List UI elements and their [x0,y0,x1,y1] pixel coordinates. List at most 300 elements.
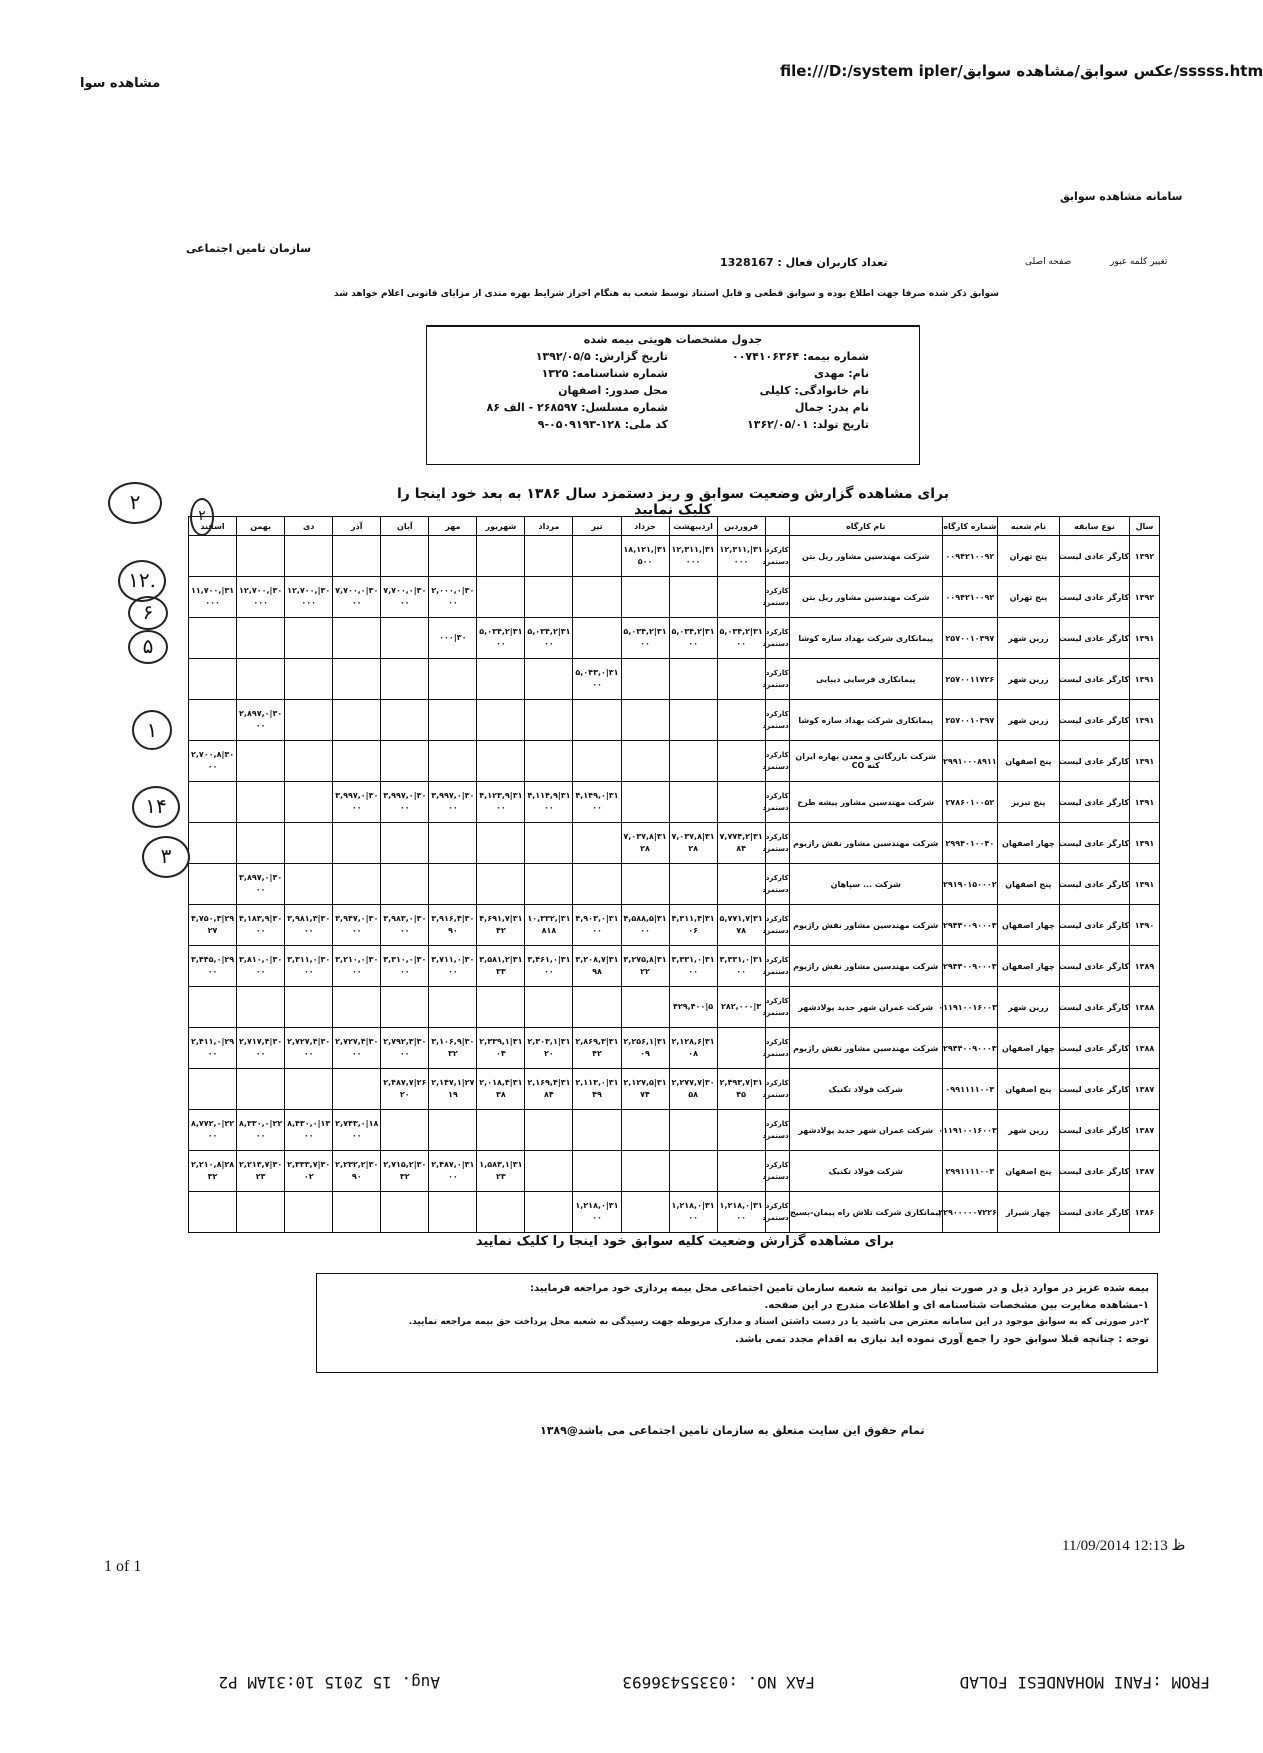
row-labels-cell [762,946,789,987]
branch-cell: زرین شهر [997,987,1059,1028]
month-cell: ۳۱|۱,۲۱۸,۰۰۰ [669,1192,717,1233]
copyright: تمام حقوق این سایت متعلق به سازمان تامین اجتماعی می باشد@۱۳۸۹ [540,1424,925,1437]
month-cell [429,1192,477,1233]
month-cell [621,577,669,618]
month-cell: ۳۱|۷,۰۳۷,۸۲۸ [621,823,669,864]
wage-label: دستمزد [762,1050,789,1058]
month-cell [621,1110,669,1151]
national-code: کد ملی: ۱۲۸-۰۵۰۹۱۹۳-۹ [537,418,668,431]
month-cell [717,1028,765,1069]
row-labels-cell [762,823,789,864]
month-cell: ۳۰|۲,۷۱۷,۴۰۰ [237,1028,285,1069]
column-header: خرداد [621,517,669,536]
branch-cell: زرین شهر [997,700,1059,741]
report-date: تاریخ گزارش: ۱۳۹۲/۰۵/۵ [535,350,668,363]
month-cell [477,741,525,782]
page-url: file:///D:/system ipler/عکس سوابق/مشاهده سوابق/sssss.htm [780,62,1263,80]
column-header: نام کارگاه [789,517,942,536]
days-label: کارکرد [765,587,789,595]
workshop-name-cell: پیمانکاری شرکت بهداد سازه کوشا [789,618,942,659]
month-cell [381,864,429,905]
workshop-number-cell: ۲۹۹۱۰۰۰۸۹۱۱ [942,741,997,782]
year-cell: ۱۳۹۱ [1129,741,1159,782]
year-cell: ۱۳۸۸ [1129,1028,1159,1069]
record-type-cell: کارگر عادی لیست [1059,987,1129,1028]
row-labels-cell [762,536,789,577]
column-header: نام شعبه [997,517,1059,536]
month-cell: ۳۰|۳,۹۸۱,۳۰۰ [285,905,333,946]
month-cell [573,823,621,864]
month-cell: ۳۱|۴,۶۹۱,۷۴۲ [477,905,525,946]
table-row [189,659,1160,700]
month-cell [237,1192,285,1233]
month-cell [525,864,573,905]
table-row [189,700,1160,741]
month-cell [621,659,669,700]
month-cell [477,577,525,618]
table-row [189,1110,1160,1151]
workshop-name-cell: شرکت ... سپاهان [789,864,942,905]
month-cell [669,741,717,782]
month-cell [429,659,477,700]
month-cell [525,1110,573,1151]
month-cell [573,987,621,1028]
note-2: ۲-در صورتی که به سوابق موجود در این سامانه معترض می باشید یا در دست داشتن اسناد و مدارک مربوطه جهت رسیدگی به شعبه محل پرداخت حق بیمه مراجعه نمایید. [408,1317,1149,1327]
year-cell: ۱۳۸۹ [1129,946,1159,987]
month-cell [285,823,333,864]
record-type-cell: کارگر عادی لیست [1059,577,1129,618]
table-row [189,864,1160,905]
table-row [189,905,1160,946]
month-cell [237,987,285,1028]
wage-label: دستمزد [762,1091,789,1099]
branch-cell: پنج تهران [997,536,1059,577]
handwritten-mark: ۶ [128,596,168,630]
workshop-number-cell: ۰۹۹۱۱۱۱۰۰۳ [942,1069,997,1110]
month-cell [429,823,477,864]
serial-number: شماره مسلسل: ۲۶۸۵۹۷ - الف ۸۶ [486,401,668,414]
column-header: مرداد [525,517,573,536]
handwritten-mark: ۱ [132,710,172,750]
month-cell [381,536,429,577]
month-cell [621,987,669,1028]
table-header [189,517,1160,536]
year-cell: ۱۳۹۱ [1129,700,1159,741]
month-cell [381,741,429,782]
handwritten-mark: ۲ [108,482,162,524]
month-cell [621,782,669,823]
month-cell [525,577,573,618]
wage-label: دستمزد [762,804,789,812]
month-cell [525,987,573,1028]
year-cell: ۱۳۸۷ [1129,1069,1159,1110]
workshop-name-cell: شرکت مهندسین مشاور ریل بتن [789,536,942,577]
month-cell [333,987,381,1028]
column-header: سال [1129,517,1159,536]
record-type-cell: کارگر عادی لیست [1059,618,1129,659]
handwritten-mark: ۱۴ [132,786,180,828]
month-cell [333,1192,381,1233]
month-cell: ۳۰|۳,۸۱۰,۰۰۰ [237,946,285,987]
year-cell: ۱۳۹۱ [1129,782,1159,823]
month-cell [381,987,429,1028]
month-cell: ۳۱|۴,۱۴۹,۰۰۰ [573,782,621,823]
days-label: کارکرد [765,956,789,964]
row-labels-cell [762,577,789,618]
column-header: شهریور [477,517,525,536]
workshop-number-cell: ۲۵۷۰۰۱۰۳۹۷ [942,618,997,659]
wage-label: دستمزد [762,558,789,566]
workshop-name-cell: شرکت بازرگانی و معدن بهاره ایران کنه CO [789,741,942,782]
month-cell [285,864,333,905]
wage-label: دستمزد [762,763,789,771]
column-header: بهمن [237,517,285,536]
branch-cell: پنج اصفهان [997,864,1059,905]
fax-date: Aug. 15 2015 10:31AM P2 [218,1673,440,1692]
month-cell [333,823,381,864]
table-row [189,618,1160,659]
month-cell [381,823,429,864]
month-cell [477,987,525,1028]
workshop-number-cell: ۲۷۸۶۰۱۰۰۵۲ [942,782,997,823]
month-cell: ۱۳|۸,۴۳۰,۰۰۰ [285,1110,333,1151]
month-cell [237,536,285,577]
month-cell: ۳۰|۲,۲۳۲,۲۹۰ [333,1151,381,1192]
month-cell [621,1192,669,1233]
month-cell [429,987,477,1028]
month-cell [621,864,669,905]
month-cell: ۳۱|۲,۳۳۹,۱۰۴ [477,1028,525,1069]
workshop-number-cell: ۲۹۴۴۰۰۹۰۰۰۳ [942,905,997,946]
record-type-cell: کارگر عادی لیست [1059,700,1129,741]
month-cell: ۳۱|۳,۳۳۱,۰۰۰ [717,946,765,987]
month-cell [333,864,381,905]
days-label: کارکرد [765,1161,789,1169]
row-labels-cell [762,1192,789,1233]
month-cell: ۳۱|۱,۵۸۳,۱۲۳ [477,1151,525,1192]
month-cell [237,659,285,700]
wage-label: دستمزد [762,968,789,976]
month-cell [573,577,621,618]
branch-cell: چهار شیراز [997,1192,1059,1233]
home-link[interactable]: صفحه اصلی [1025,257,1072,267]
month-cell: ۳۱|۱۸,۱۲۱,۵۰۰ [621,536,669,577]
month-cell: ۲۷|۲,۱۴۷,۱۱۹ [429,1069,477,1110]
branch-cell: پنج اصفهان [997,1069,1059,1110]
month-cell: ۲۲|۸,۳۳۰,۰۰۰ [237,1110,285,1151]
workshop-name-cell: شرکت فولاد تکنیک [789,1151,942,1192]
note-1: ۱-مشاهده مغایرت بین مشخصات شناسنامه ای و اطلاعات مندرج در این صفحه. [764,1300,1149,1311]
record-type-cell: کارگر عادی لیست [1059,741,1129,782]
month-cell [333,700,381,741]
row-labels-cell [762,618,789,659]
month-cell: ۳|۲۸۲,۰۰۰ [717,987,765,1028]
month-cell [285,700,333,741]
table-row [189,536,1160,577]
month-cell [717,864,765,905]
workshop-number-cell: ۰۱۱۹۱۰۰۱۶۰۰۳ [942,1110,997,1151]
year-cell: ۱۳۹۱ [1129,864,1159,905]
column-header: تیر [573,517,621,536]
branch-cell: زرین شهر [997,659,1059,700]
month-cell: ۳۰|۲,۰۰۰,۰۰۰ [429,577,477,618]
month-cell [333,1069,381,1110]
fax-from: FROM :FANI MOHANDESI FOLAD [959,1673,1210,1692]
year-cell: ۱۳۹۲ [1129,536,1159,577]
month-cell: ۳۰|۲,۷۲۷,۴۰۰ [333,1028,381,1069]
month-cell [237,1069,285,1110]
month-cell: ۳۱|۴,۳۱۱,۴۰۶ [669,905,717,946]
workshop-name-cell: شرکت عمران شهر جدید پولادشهر [789,987,942,1028]
month-cell [477,823,525,864]
month-cell: ۳۱|۴,۵۸۸,۵۰۰ [621,905,669,946]
note-attention: توجه : چنانچه قبلا سوابق خود را جمع آوری نموده اید نیازی به اقدام مجدد نمی باشد. [734,1334,1149,1345]
page-count: 1 of 1 [104,1558,142,1575]
table-row [189,1192,1160,1233]
month-cell: ۳۰|۳,۹۹۷,۰۰۰ [429,782,477,823]
month-cell: ۳۰|۲,۷۲۷,۴۰۰ [285,1028,333,1069]
change-password-link[interactable]: تغییر کلمه عبور [1110,257,1168,267]
column-header: آذر [333,517,381,536]
month-cell [285,741,333,782]
month-cell [717,1110,765,1151]
branch-cell: چهار اصفهان [997,1028,1059,1069]
month-cell: ۳۱|۵,۰۳۴,۲۰۰ [717,618,765,659]
workshop-number-cell: ۲۹۹۱۱۱۱۰۰۳ [942,1151,997,1192]
month-cell: ۳۱|۵,۷۷۱,۷۷۸ [717,905,765,946]
month-cell [381,700,429,741]
fax-footer [160,1668,1210,1692]
month-cell: ۳۱|۲,۰۱۸,۴۳۸ [477,1069,525,1110]
system-title: سامانه مشاهده سوابق [1060,190,1183,203]
notes-box [316,1273,1158,1373]
workshop-number-cell: ۲۹۴۴۰۰۹۰۰۰۳ [942,946,997,987]
wage-label: دستمزد [762,640,789,648]
first-name: نام: مهدی [813,367,869,380]
branch-cell: چهار اصفهان [997,823,1059,864]
column-header: آبان [381,517,429,536]
month-cell: ۳۰|۲,۲۷۷,۷۵۸ [669,1069,717,1110]
handwritten-mark: ۲ [190,498,214,536]
month-cell: ۳۱|۲,۱۱۳,۰۴۹ [573,1069,621,1110]
month-cell [333,536,381,577]
workshop-name-cell: پیمانکاری شرکت تلاش راه پیمان-بسیج [789,1192,942,1233]
month-cell [717,782,765,823]
month-cell: ۳۰|۳,۱۰۶,۹۳۲ [429,1028,477,1069]
month-cell [669,1110,717,1151]
month-cell: ۳۰|۴,۱۸۳,۹۰۰ [237,905,285,946]
month-cell [189,1192,237,1233]
month-cell: ۳۰|۳,۹۹۷,۰۰۰ [333,782,381,823]
month-cell [189,659,237,700]
row-labels-cell [762,1028,789,1069]
month-cell [621,741,669,782]
month-cell: ۳۱|۱۰,۳۳۲,۸۱۸ [525,905,573,946]
month-cell [189,782,237,823]
wage-label: دستمزد [762,681,789,689]
month-cell: ۳۱|۲,۸۶۹,۳۴۲ [573,1028,621,1069]
wage-label: دستمزد [762,599,789,607]
days-label: کارکرد [765,1079,789,1087]
table-row [189,1151,1160,1192]
workshop-number-cell: ۰۰۹۴۲۱۰۰۹۲ [942,577,997,618]
column-header: اردیبهشت [669,517,717,536]
month-cell [477,864,525,905]
month-cell: ۳۰|۳,۹۸۳,۰۰۰ [381,905,429,946]
month-cell: ۳۰|۲,۷۰۰,۸۰۰ [189,741,237,782]
month-cell: ۳۰|۳,۷۱۱,۰۰۰ [429,946,477,987]
month-cell [621,1151,669,1192]
row-labels-cell [762,782,789,823]
month-cell [477,536,525,577]
table-row [189,823,1160,864]
row-labels-cell [762,700,789,741]
month-cell: ۳۱|۷,۷۷۴,۲۸۴ [717,823,765,864]
month-cell [285,782,333,823]
workshop-number-cell: ۲۵۷۰۰۱۰۳۹۷ [942,700,997,741]
month-cell: ۳۰|۱۲,۷۰۰,۰۰۰ [285,577,333,618]
table-row [189,987,1160,1028]
month-cell: ۳۰|۳,۹۴۷,۰۰۰ [333,905,381,946]
branch-cell: چهار اصفهان [997,905,1059,946]
month-cell: ۳۱|۵,۰۳۴,۲۰۰ [477,618,525,659]
workshop-name-cell: شرکت مهندسین مشاور نقش راژیوم [789,946,942,987]
month-cell [285,1069,333,1110]
month-cell: ۳۰|۳,۲۱۰,۰۰۰ [333,946,381,987]
month-cell [669,659,717,700]
days-label: کارکرد [765,997,789,1005]
month-cell [333,659,381,700]
workshop-name-cell: شرکت مهندسین مشاور ریل بتن [789,577,942,618]
wage-label: دستمزد [762,1132,789,1140]
month-cell [477,659,525,700]
month-cell [573,700,621,741]
year-cell: ۱۳۹۱ [1129,618,1159,659]
handwritten-mark: ۵ [128,630,168,664]
month-cell: ۳۱|۲,۱۶۹,۴۸۴ [525,1069,573,1110]
workshop-number-cell: ۲۵۷۰۰۱۱۷۲۶ [942,659,997,700]
org-name: سازمان تامین اجتماعی [186,242,312,255]
record-type-cell: کارگر عادی لیست [1059,1069,1129,1110]
id-number: شماره شناسنامه: ۱۳۲۵ [541,367,668,380]
month-cell: ۳۱|۵,۰۴۳,۰۰۰ [573,659,621,700]
row-labels-cell [762,659,789,700]
workshop-name-cell: شرکت فولاد تکنیک [789,1069,942,1110]
month-cell [285,1192,333,1233]
note-intro: بیمه شده عزیز در موارد ذیل و در صورت نیاز می توانید به شعبه سازمان تامین اجتماعی محل بیمه پردازی خود مراجعه فرمایید: [529,1283,1149,1294]
month-cell: ۳۰|۱۲,۷۰۰,۰۰۰ [237,577,285,618]
fax-number: FAX NO. :03355436693 [622,1673,815,1692]
month-cell [477,700,525,741]
wage-label: دستمزد [762,927,789,935]
month-cell: ۳۱|۳,۲۰۸,۷۹۸ [573,946,621,987]
record-type-cell: کارگر عادی لیست [1059,659,1129,700]
wage-report-link[interactable]: برای مشاهده گزارش وضعیت سوابق و ریز دستمزد سال ۱۳۸۶ به بعد خود اینجا را کلیک نمایید [396,486,950,518]
month-cell: ۳۱|۱۲,۳۱۱,۰۰۰ [717,536,765,577]
days-label: کارکرد [765,833,789,841]
month-cell: ۲۹|۴,۷۵۰,۳۲۷ [189,905,237,946]
month-cell: ۳۱|۲,۱۲۸,۶۰۸ [669,1028,717,1069]
month-cell: ۳۱|۵,۰۳۴,۲۰۰ [525,618,573,659]
record-type-cell: کارگر عادی لیست [1059,946,1129,987]
month-cell: ۳۱|۱,۲۱۸,۰۰۰ [717,1192,765,1233]
workshop-name-cell: شرکت مهندسین مشاور نقش راژیوم [789,905,942,946]
month-cell [717,659,765,700]
month-cell: ۳۰|۲,۷۱۵,۲۳۲ [381,1151,429,1192]
handwritten-mark: ۳ [142,836,190,878]
year-cell: ۱۳۹۱ [1129,659,1159,700]
year-cell: ۱۳۸۷ [1129,1110,1159,1151]
notice-text: سوابق ذکر شده صرفا جهت اطلاع بوده و سوابق قطعی و قابل استناد توسط شعب به هنگام احراز شرایط بهره مندی از مزایای قانونی اعلام خواهد شد [334,289,999,299]
branch-cell: پنج اصفهان [997,1151,1059,1192]
month-cell [669,700,717,741]
row-labels-cell [762,1069,789,1110]
month-cell: ۳۰|۰۰۰ [429,618,477,659]
month-cell: ۳۱|۴,۱۱۴,۹۰۰ [525,782,573,823]
table-row [189,577,1160,618]
workshop-number-cell: ۲۹۴۴۰۰۹۰۰۰۳ [942,1028,997,1069]
table-row [189,782,1160,823]
branch-cell: چهار اصفهان [997,946,1059,987]
browser-tab-title: مشاهده سوا [80,76,161,91]
month-cell: ۳۰|۲,۷۹۲,۳۰۰ [381,1028,429,1069]
month-cell [429,536,477,577]
all-records-link[interactable]: برای مشاهده گزارش وضعیت کلیه سوابق خود اینجا را کلیک نمایید [475,1234,895,1249]
month-cell [429,741,477,782]
workshop-name-cell: شرکت مهندسین مشاور پیشه طرح [789,782,942,823]
month-cell [669,864,717,905]
month-cell [669,577,717,618]
month-cell: ۳۱|۵,۰۳۴,۲۰۰ [669,618,717,659]
days-label: کارکرد [765,874,789,882]
days-label: کارکرد [765,1120,789,1128]
days-label: کارکرد [765,628,789,636]
month-cell [189,700,237,741]
month-cell: ۳۰|۲,۲۱۳,۷۲۳ [237,1151,285,1192]
month-cell: ۱۸|۲,۷۴۳,۰۰۰ [333,1110,381,1151]
identity-title: جدول مشخصات هویتی بیمه شده [583,333,763,346]
month-cell [429,700,477,741]
month-cell: ۳۱|۳,۳۳۱,۰۰۰ [669,946,717,987]
month-cell [237,741,285,782]
month-cell: ۳۱|۳,۴۶۱,۰۰۰ [525,946,573,987]
column-header: مهر [429,517,477,536]
record-type-cell: کارگر عادی لیست [1059,905,1129,946]
month-cell [429,864,477,905]
wage-label: دستمزد [762,845,789,853]
month-cell [381,659,429,700]
month-cell [525,1192,573,1233]
month-cell: ۳۰|۳,۳۱۰,۰۰۰ [381,946,429,987]
column-header: نوع سابقه [1059,517,1129,536]
month-cell [381,618,429,659]
days-label: کارکرد [765,1202,789,1210]
month-cell [237,823,285,864]
month-cell: ۳۱|۴,۹۰۳,۰۰۰ [573,905,621,946]
wage-label: دستمزد [762,722,789,730]
month-cell [333,741,381,782]
record-type-cell: کارگر عادی لیست [1059,1110,1129,1151]
month-cell: ۳۱|۲,۴۸۷,۰۰۰ [429,1151,477,1192]
month-cell: ۲۹|۲,۴۱۱,۰۰۰ [189,1028,237,1069]
month-cell [189,536,237,577]
month-cell [237,782,285,823]
branch-cell: زرین شهر [997,1110,1059,1151]
column-header: اسفند [189,517,237,536]
workshop-number-cell: ۲۲۹۰۰۰۰۰۷۲۲۶ [942,1192,997,1233]
days-label: کارکرد [765,710,789,718]
branch-cell: پنج تبریز [997,782,1059,823]
